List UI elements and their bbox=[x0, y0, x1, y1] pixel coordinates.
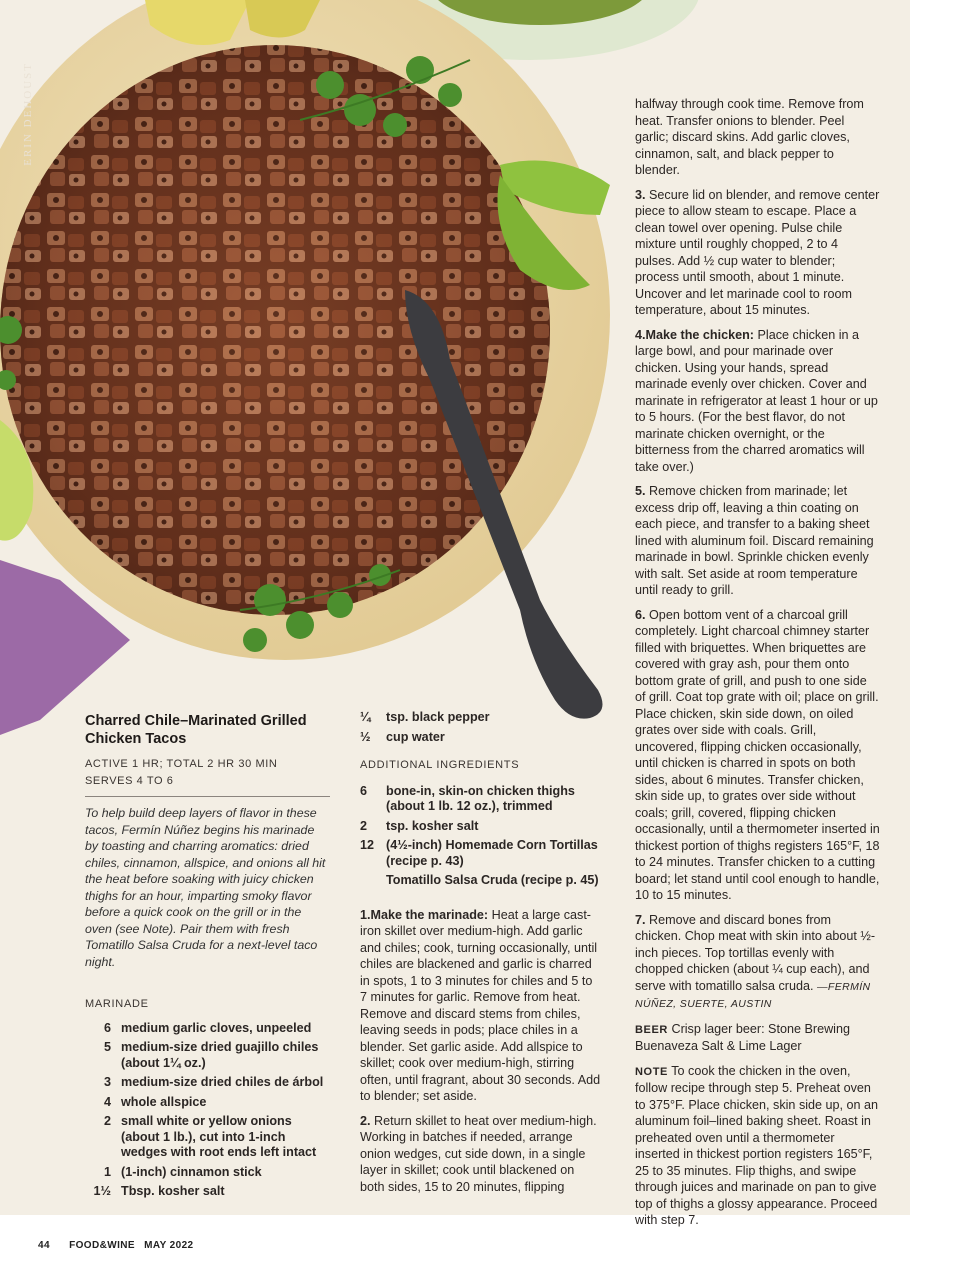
step-text: Place chicken in a large bowl, and pour marinade over chicken. Using your hands, spread marinade evenly over chicken. Cover and marinate in refrigerator at least 1 hour or up to 5 hours. (For the best flavor, do not marinate chicken overnight, or the bitterness from the charred aromatics will take over.) bbox=[635, 327, 878, 474]
ingredient-qty: 2 bbox=[103, 1114, 111, 1128]
step-heading: Make the chicken: bbox=[645, 327, 755, 342]
step-number: 1. bbox=[360, 907, 371, 922]
ingredient-row bbox=[85, 1095, 330, 1111]
ingredient-qty: ½ bbox=[360, 729, 371, 744]
step-number: 6. bbox=[635, 607, 646, 622]
ingredient-qty: 2 bbox=[360, 818, 368, 833]
page-footer bbox=[38, 1240, 210, 1251]
ingredient-text: bone-in, skin-on chicken thighs (about 1 lb. 12 oz.), trimmed bbox=[386, 783, 575, 813]
step-number: 3. bbox=[635, 187, 646, 202]
step-text: Return skillet to heat over medium-high. Working in batches if needed, arrange onion wedges, cut side down, in a single layer in skillet; cook until blackened on both sides, 15 to 20 minutes, flipping bbox=[360, 1113, 597, 1194]
ingredient-text: Tomatillo Salsa Cruda (recipe p. 45) bbox=[386, 873, 599, 887]
steps-column-2 bbox=[360, 907, 602, 1196]
ingredient-row bbox=[360, 730, 602, 746]
method-step bbox=[635, 483, 880, 599]
marinade-heading: MARINADE bbox=[85, 998, 149, 1010]
additional-list bbox=[360, 784, 602, 889]
step-number: 2. bbox=[360, 1113, 371, 1128]
ingredient-qty: 4 bbox=[103, 1094, 111, 1109]
beer-text: Crisp lager beer: Stone Brewing Buenaveza Salt & Lime Lager bbox=[635, 1021, 850, 1053]
ingredient-text: whole allspice bbox=[121, 1094, 207, 1109]
ingredient-row bbox=[85, 1165, 330, 1181]
step-number: 7. bbox=[635, 912, 646, 927]
divider bbox=[85, 796, 330, 797]
method-step bbox=[635, 327, 880, 476]
ingredient-row bbox=[360, 838, 602, 869]
ingredient-qty: 12 bbox=[360, 838, 375, 852]
column-1 bbox=[85, 712, 330, 1204]
ingredient-text: cup water bbox=[386, 729, 445, 744]
ingredient-text: (1-inch) cinnamon stick bbox=[121, 1164, 262, 1179]
column-3 bbox=[635, 96, 880, 1237]
beer-pairing bbox=[635, 1021, 880, 1055]
ingredient-row bbox=[360, 819, 602, 835]
issue-date: MAY 2022 bbox=[144, 1240, 194, 1251]
additional-heading: ADDITIONAL INGREDIENTS bbox=[360, 759, 520, 771]
attribution: —FERMÍN NÚÑEZ, SUERTE, AUSTIN bbox=[635, 980, 871, 1010]
note-label: NOTE bbox=[635, 1065, 668, 1078]
ingredient-row bbox=[85, 1040, 330, 1071]
ingredient-qty: 1½ bbox=[93, 1184, 111, 1198]
method-step bbox=[635, 607, 880, 904]
ingredient-row bbox=[85, 1075, 330, 1091]
ingredient-qty: ¼ bbox=[360, 710, 371, 724]
step-text: Remove and discard bones from chicken. Chop meat with skin into about ½-inch pieces. Top tortillas evenly with chopped chicken (about ¼ cup each), and serve with tomatillo salsa cruda. bbox=[635, 912, 876, 993]
recipe-intro: To help build deep layers of flavor in these tacos, Fermín Núñez begins his marinade by toasting and charring aromatics: dried chiles, cinnamon, allspice, and onions all hit the heat before soaking with juicy chicken thighs for an hour, imparting smoky flavor before a quick cook on the grill or in the oven (see Note). Pair them with fresh Tomatillo Salsa Cruda for a next-level taco night. bbox=[85, 806, 326, 969]
step-number: 4. bbox=[635, 327, 646, 342]
beer-label: BEER bbox=[635, 1023, 668, 1036]
ingredient-row bbox=[85, 1114, 330, 1161]
page-number: 44 bbox=[38, 1240, 50, 1251]
step-text: Remove chicken from marinade; let excess drip off, leaving a thin coating on each piece, and transfer to a baking sheet lined with aluminum foil. Discard remaining marinade in bowl. Sprinkle chicken evenly with salt. Set aside at room temperature until ready to grill. bbox=[635, 484, 874, 597]
recipe-title: Charred Chile–Marinated Grilled Chicken Tacos bbox=[85, 713, 307, 747]
ingredient-text: (4½-inch) Homemade Corn Tortillas (recipe p. 43) bbox=[386, 838, 598, 868]
method-step bbox=[635, 912, 880, 1013]
method-step bbox=[360, 907, 602, 1105]
recipe-serves: SERVES 4 TO 6 bbox=[85, 775, 174, 787]
ingredient-qty: 3 bbox=[103, 1075, 111, 1089]
ingredient-row bbox=[360, 710, 602, 726]
column-2 bbox=[360, 710, 602, 1203]
step-text: Heat a large cast-iron skillet over medium-high. Add garlic and chiles; cook, turning occasionally, until chiles are blackened and garlic is charred in spots, 1 to 3 minutes for chiles and 5 to 7 minutes for garlic. Remove from heat. Remove and discard stems from chiles, leaving seeds in pods; place chiles in a blender. Set garlic aside. Add allspice to skillet; cook over medium-high, stirring often, until fragrant, about 30 seconds. Add to blender; set aside. bbox=[360, 907, 601, 1103]
ingredient-text: medium-size dried guajillo chiles (about 1¼ oz.) bbox=[121, 1040, 319, 1070]
steps-column-3 bbox=[635, 96, 880, 1013]
method-step bbox=[635, 187, 880, 319]
ingredient-text: small white or yellow onions (about 1 lb.), cut into 1-inch wedges with root ends left intact bbox=[121, 1114, 317, 1159]
step-text: halfway through cook time. Remove from heat. Transfer onions to blender. Peel garlic; discard skins. Add garlic cloves, cinnamon, salt, and black pepper to blender. bbox=[635, 97, 864, 177]
step-number: 5. bbox=[635, 484, 646, 498]
recipe-time: ACTIVE 1 HR; TOTAL 2 HR 30 MIN bbox=[85, 758, 278, 770]
ingredient-qty: 6 bbox=[103, 1020, 111, 1035]
ingredient-qty: 5 bbox=[103, 1040, 111, 1054]
marinade-list-continued bbox=[360, 710, 602, 745]
ingredient-qty bbox=[360, 873, 386, 889]
ingredient-row bbox=[360, 873, 602, 889]
recipe-note bbox=[635, 1063, 880, 1229]
step-text: Secure lid on blender, and remove center piece to allow steam to escape. Place a clean towel over opening. Pulse chile mixture until roughly chopped, 2 to 4 pulses. Add ½ cup water to blender; process until smooth, about 1 minute. Uncover and let marinade cool to room temperature, about 15 minutes. bbox=[635, 187, 880, 317]
ingredient-text: tsp. black pepper bbox=[386, 710, 490, 724]
step-text: Open bottom vent of a charcoal grill completely. Light charcoal chimney starter filled with briquettes. When briquettes are covered with gray ash, pour them onto bottom grate of grill, and push to one side of grill. Coat top grate with oil; place on grill. Place chicken, skin side down, on oiled grates over side with coals. Grill, uncovered, flipping chicken occasionally, until chicken is charred in spots on both sides, about 6 minutes. Transfer chicken, skin side up, to grates over side without coals; grill, covered, flipping chicken occasionally, until a thermometer inserted in thickest portion of thighs registers 165°F, 18 to 24 minutes. Transfer chicken to a cutting board; let stand until cool enough to handle, 10 to 15 minutes. bbox=[635, 607, 880, 902]
method-step bbox=[635, 96, 880, 179]
ingredient-row bbox=[85, 1184, 330, 1200]
step-heading: Make the marinade: bbox=[370, 907, 489, 922]
note-text: To cook the chicken in the oven, follow recipe through step 5. Preheat oven to 375°F. Place chicken, skin side up, on an aluminum foil–lined baking sheet. Roast in preheated oven until a thermometer inserted in thickest portion registers 165°F, 25 to 35 minutes. Flip thighs, and swipe through juices and marinade on pan to give top of thighs a glossy appearance. Proceed with step 7. bbox=[635, 1063, 879, 1227]
brand-name: FOOD&WINE bbox=[69, 1240, 135, 1251]
ingredient-text: medium garlic cloves, unpeeled bbox=[121, 1020, 312, 1035]
marinade-list bbox=[85, 1021, 330, 1200]
method-step bbox=[360, 1113, 602, 1196]
ingredient-qty: 1 bbox=[103, 1164, 111, 1179]
photo-credit: ERIN DEHOUST bbox=[22, 62, 34, 166]
ingredient-text: tsp. kosher salt bbox=[386, 818, 479, 833]
ingredient-text: medium-size dried chiles de árbol bbox=[121, 1075, 324, 1089]
ingredient-row bbox=[360, 784, 602, 815]
ingredient-qty: 6 bbox=[360, 783, 368, 798]
ingredient-text: Tbsp. kosher salt bbox=[121, 1184, 225, 1198]
ingredient-row bbox=[85, 1021, 330, 1037]
